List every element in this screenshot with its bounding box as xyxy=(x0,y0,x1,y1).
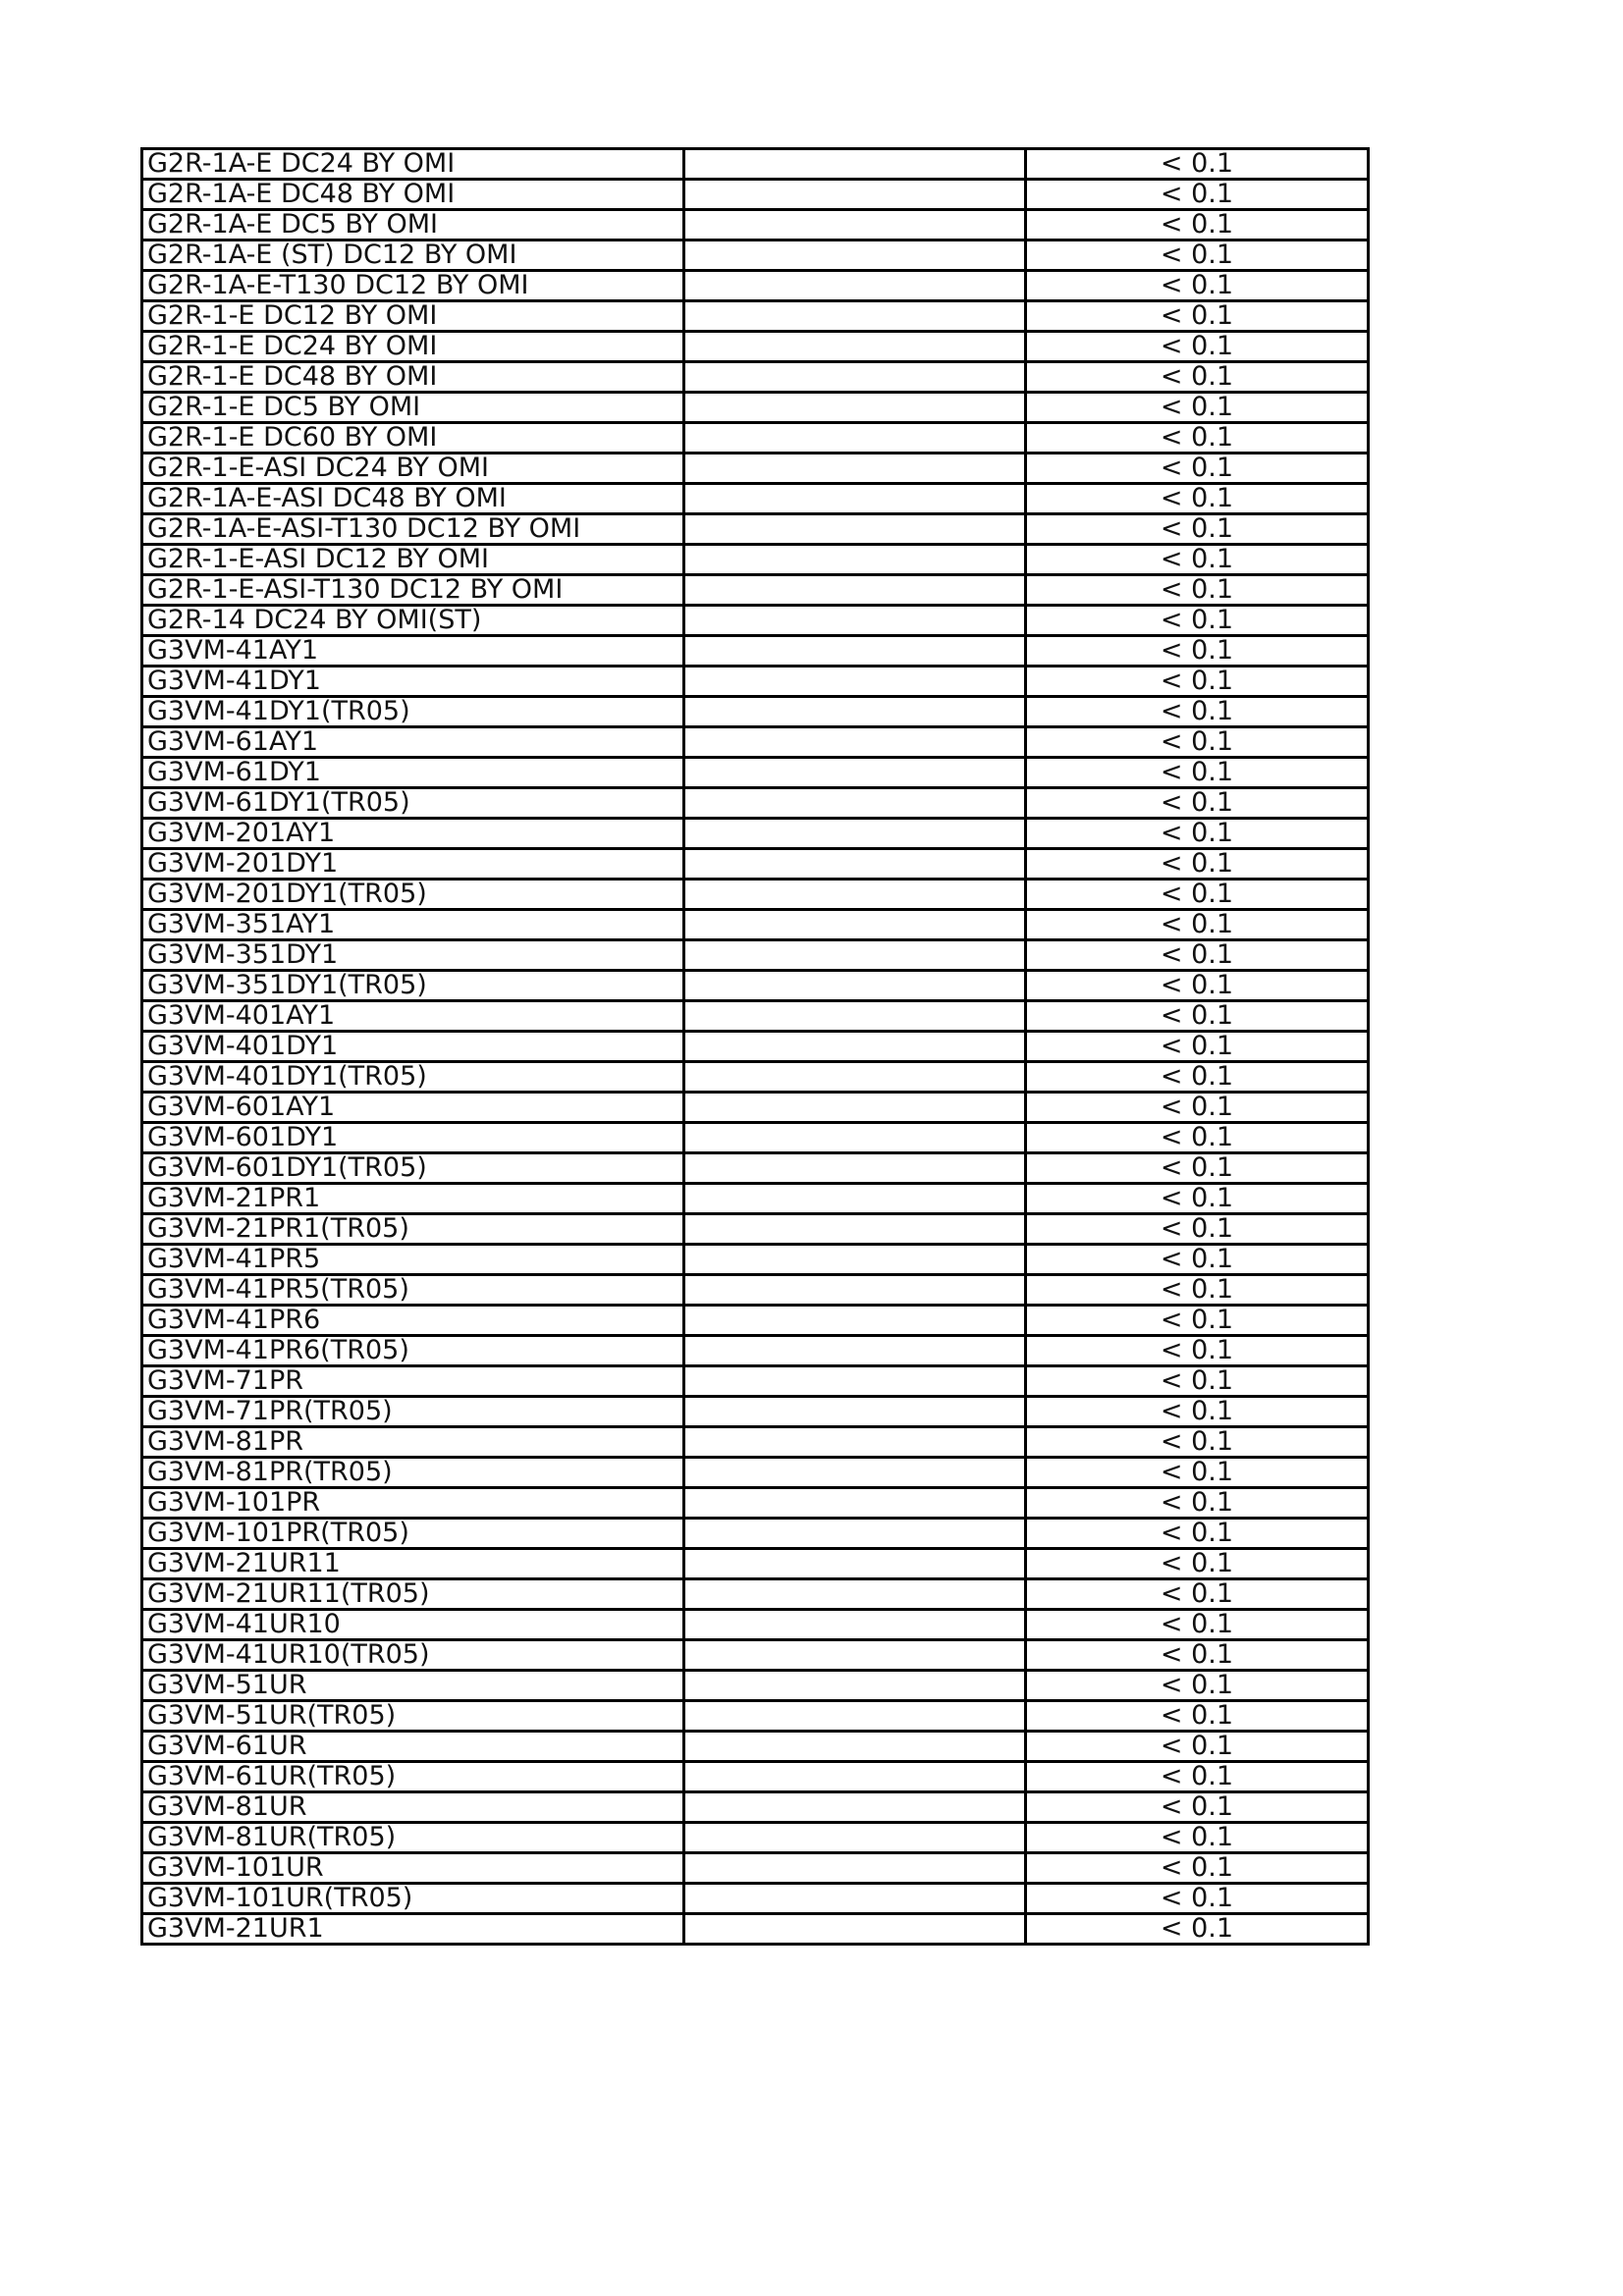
empty-cell xyxy=(684,758,1026,788)
empty-cell xyxy=(684,210,1026,240)
part-number-cell: G3VM-41UR10 xyxy=(142,1610,684,1640)
empty-cell xyxy=(684,1153,1026,1184)
empty-cell xyxy=(684,1488,1026,1519)
table-row xyxy=(142,1579,1369,1610)
empty-cell xyxy=(684,1032,1026,1062)
empty-cell xyxy=(684,697,1026,727)
value-cell: < 0.1 xyxy=(1026,1853,1369,1884)
empty-cell xyxy=(684,1579,1026,1610)
empty-cell xyxy=(684,940,1026,971)
value-cell: < 0.1 xyxy=(1026,1306,1369,1336)
table-row xyxy=(142,819,1369,849)
part-number-cell: G2R-1-E-ASI DC12 BY OMI xyxy=(142,545,684,575)
table-row xyxy=(142,1823,1369,1853)
empty-cell xyxy=(684,1823,1026,1853)
table-row xyxy=(142,910,1369,940)
table-row xyxy=(142,1336,1369,1366)
value-cell: < 0.1 xyxy=(1026,1062,1369,1093)
part-number-cell: G3VM-101PR xyxy=(142,1488,684,1519)
part-number-cell: G3VM-61UR xyxy=(142,1732,684,1762)
table-row xyxy=(142,1458,1369,1488)
table-row xyxy=(142,1732,1369,1762)
empty-cell xyxy=(684,1123,1026,1153)
table-row xyxy=(142,484,1369,514)
value-cell: < 0.1 xyxy=(1026,758,1369,788)
value-cell: < 0.1 xyxy=(1026,1914,1369,1945)
empty-cell xyxy=(684,1062,1026,1093)
table-row xyxy=(142,271,1369,301)
value-cell: < 0.1 xyxy=(1026,606,1369,636)
value-cell: < 0.1 xyxy=(1026,1093,1369,1123)
table-row xyxy=(142,1184,1369,1214)
value-cell: < 0.1 xyxy=(1026,545,1369,575)
value-cell: < 0.1 xyxy=(1026,910,1369,940)
value-cell: < 0.1 xyxy=(1026,1701,1369,1732)
table-row xyxy=(142,606,1369,636)
part-number-cell: G3VM-101PR(TR05) xyxy=(142,1519,684,1549)
empty-cell xyxy=(684,1093,1026,1123)
table-row xyxy=(142,514,1369,545)
empty-cell xyxy=(684,514,1026,545)
empty-cell xyxy=(684,1001,1026,1032)
empty-cell xyxy=(684,332,1026,362)
value-cell: < 0.1 xyxy=(1026,1001,1369,1032)
empty-cell xyxy=(684,880,1026,910)
part-number-cell: G3VM-401AY1 xyxy=(142,1001,684,1032)
empty-cell xyxy=(684,1519,1026,1549)
empty-cell xyxy=(684,1336,1026,1366)
part-number-cell: G3VM-201DY1(TR05) xyxy=(142,880,684,910)
value-cell: < 0.1 xyxy=(1026,636,1369,667)
table-row xyxy=(142,301,1369,332)
value-cell: < 0.1 xyxy=(1026,1366,1369,1397)
part-number-cell: G3VM-101UR xyxy=(142,1853,684,1884)
empty-cell xyxy=(684,1853,1026,1884)
value-cell: < 0.1 xyxy=(1026,727,1369,758)
value-cell: < 0.1 xyxy=(1026,971,1369,1001)
part-number-cell: G2R-1A-E-T130 DC12 BY OMI xyxy=(142,271,684,301)
value-cell: < 0.1 xyxy=(1026,667,1369,697)
empty-cell xyxy=(684,1214,1026,1245)
empty-cell xyxy=(684,180,1026,210)
empty-cell xyxy=(684,301,1026,332)
empty-cell xyxy=(684,1792,1026,1823)
part-number-cell: G3VM-21PR1 xyxy=(142,1184,684,1214)
table-row xyxy=(142,1306,1369,1336)
table-row xyxy=(142,1153,1369,1184)
part-number-cell: G3VM-401DY1(TR05) xyxy=(142,1062,684,1093)
part-number-cell: G3VM-351DY1 xyxy=(142,940,684,971)
empty-cell xyxy=(684,271,1026,301)
value-cell: < 0.1 xyxy=(1026,1275,1369,1306)
table-row xyxy=(142,788,1369,819)
empty-cell xyxy=(684,484,1026,514)
part-number-cell: G3VM-21UR11(TR05) xyxy=(142,1579,684,1610)
table-row xyxy=(142,1123,1369,1153)
part-number-cell: G3VM-61AY1 xyxy=(142,727,684,758)
table-row xyxy=(142,1032,1369,1062)
empty-cell xyxy=(684,1306,1026,1336)
table-row xyxy=(142,1366,1369,1397)
table-row xyxy=(142,1214,1369,1245)
empty-cell xyxy=(684,423,1026,454)
parts-table xyxy=(140,147,1370,1946)
part-number-cell: G2R-1-E-ASI DC24 BY OMI xyxy=(142,454,684,484)
part-number-cell: G3VM-81UR xyxy=(142,1792,684,1823)
part-number-cell: G3VM-41PR5 xyxy=(142,1245,684,1275)
part-number-cell: G3VM-61DY1(TR05) xyxy=(142,788,684,819)
value-cell: < 0.1 xyxy=(1026,149,1369,180)
value-cell: < 0.1 xyxy=(1026,575,1369,606)
empty-cell xyxy=(684,1184,1026,1214)
part-number-cell: G2R-1A-E DC48 BY OMI xyxy=(142,180,684,210)
part-number-cell: G3VM-81PR xyxy=(142,1427,684,1458)
table-row xyxy=(142,545,1369,575)
part-number-cell: G3VM-201DY1 xyxy=(142,849,684,880)
value-cell: < 0.1 xyxy=(1026,1732,1369,1762)
table-row xyxy=(142,149,1369,180)
empty-cell xyxy=(684,1671,1026,1701)
value-cell: < 0.1 xyxy=(1026,1884,1369,1914)
empty-cell xyxy=(684,1245,1026,1275)
empty-cell xyxy=(684,149,1026,180)
part-number-cell: G3VM-601AY1 xyxy=(142,1093,684,1123)
table-row xyxy=(142,1762,1369,1792)
value-cell: < 0.1 xyxy=(1026,362,1369,393)
value-cell: < 0.1 xyxy=(1026,301,1369,332)
part-number-cell: G3VM-51UR(TR05) xyxy=(142,1701,684,1732)
value-cell: < 0.1 xyxy=(1026,1184,1369,1214)
empty-cell xyxy=(684,1884,1026,1914)
empty-cell xyxy=(684,1640,1026,1671)
part-number-cell: G2R-1A-E-ASI-T130 DC12 BY OMI xyxy=(142,514,684,545)
part-number-cell: G3VM-601DY1(TR05) xyxy=(142,1153,684,1184)
table-row xyxy=(142,393,1369,423)
table-row xyxy=(142,697,1369,727)
parts-table-body xyxy=(142,149,1369,1945)
part-number-cell: G3VM-41UR10(TR05) xyxy=(142,1640,684,1671)
empty-cell xyxy=(684,575,1026,606)
part-number-cell: G3VM-81PR(TR05) xyxy=(142,1458,684,1488)
table-row xyxy=(142,1610,1369,1640)
value-cell: < 0.1 xyxy=(1026,1032,1369,1062)
value-cell: < 0.1 xyxy=(1026,1397,1369,1427)
table-row xyxy=(142,727,1369,758)
empty-cell xyxy=(684,1914,1026,1945)
table-row xyxy=(142,1275,1369,1306)
part-number-cell: G3VM-41PR6 xyxy=(142,1306,684,1336)
table-row xyxy=(142,667,1369,697)
empty-cell xyxy=(684,1701,1026,1732)
empty-cell xyxy=(684,1762,1026,1792)
part-number-cell: G3VM-21UR1 xyxy=(142,1914,684,1945)
table-row xyxy=(142,1853,1369,1884)
table-row xyxy=(142,849,1369,880)
empty-cell xyxy=(684,727,1026,758)
part-number-cell: G3VM-401DY1 xyxy=(142,1032,684,1062)
table-row xyxy=(142,1701,1369,1732)
value-cell: < 0.1 xyxy=(1026,393,1369,423)
table-row xyxy=(142,332,1369,362)
table-row xyxy=(142,1427,1369,1458)
table-row xyxy=(142,423,1369,454)
value-cell: < 0.1 xyxy=(1026,819,1369,849)
value-cell: < 0.1 xyxy=(1026,484,1369,514)
empty-cell xyxy=(684,1275,1026,1306)
empty-cell xyxy=(684,1397,1026,1427)
value-cell: < 0.1 xyxy=(1026,332,1369,362)
part-number-cell: G2R-1A-E DC24 BY OMI xyxy=(142,149,684,180)
empty-cell xyxy=(684,788,1026,819)
empty-cell xyxy=(684,1732,1026,1762)
part-number-cell: G3VM-81UR(TR05) xyxy=(142,1823,684,1853)
empty-cell xyxy=(684,636,1026,667)
table-row xyxy=(142,1884,1369,1914)
part-number-cell: G2R-1-E DC48 BY OMI xyxy=(142,362,684,393)
empty-cell xyxy=(684,240,1026,271)
value-cell: < 0.1 xyxy=(1026,454,1369,484)
value-cell: < 0.1 xyxy=(1026,1792,1369,1823)
table-row xyxy=(142,1914,1369,1945)
empty-cell xyxy=(684,545,1026,575)
value-cell: < 0.1 xyxy=(1026,180,1369,210)
table-row xyxy=(142,362,1369,393)
table-row xyxy=(142,1397,1369,1427)
value-cell: < 0.1 xyxy=(1026,1153,1369,1184)
part-number-cell: G3VM-21PR1(TR05) xyxy=(142,1214,684,1245)
part-number-cell: G3VM-51UR xyxy=(142,1671,684,1701)
part-number-cell: G3VM-41PR6(TR05) xyxy=(142,1336,684,1366)
empty-cell xyxy=(684,667,1026,697)
table-row xyxy=(142,1093,1369,1123)
value-cell: < 0.1 xyxy=(1026,271,1369,301)
part-number-cell: G2R-1-E DC24 BY OMI xyxy=(142,332,684,362)
part-number-cell: G3VM-21UR11 xyxy=(142,1549,684,1579)
empty-cell xyxy=(684,454,1026,484)
part-number-cell: G2R-1A-E DC5 BY OMI xyxy=(142,210,684,240)
table-row xyxy=(142,971,1369,1001)
table-row xyxy=(142,575,1369,606)
value-cell: < 0.1 xyxy=(1026,1610,1369,1640)
empty-cell xyxy=(684,849,1026,880)
table-row xyxy=(142,758,1369,788)
part-number-cell: G2R-1A-E-ASI DC48 BY OMI xyxy=(142,484,684,514)
part-number-cell: G3VM-601DY1 xyxy=(142,1123,684,1153)
part-number-cell: G3VM-101UR(TR05) xyxy=(142,1884,684,1914)
value-cell: < 0.1 xyxy=(1026,1427,1369,1458)
value-cell: < 0.1 xyxy=(1026,788,1369,819)
table-row xyxy=(142,180,1369,210)
value-cell: < 0.1 xyxy=(1026,940,1369,971)
table-row xyxy=(142,1519,1369,1549)
value-cell: < 0.1 xyxy=(1026,423,1369,454)
value-cell: < 0.1 xyxy=(1026,514,1369,545)
table-row xyxy=(142,240,1369,271)
part-number-cell: G2R-1-E-ASI-T130 DC12 BY OMI xyxy=(142,575,684,606)
table-row xyxy=(142,1671,1369,1701)
value-cell: < 0.1 xyxy=(1026,1762,1369,1792)
value-cell: < 0.1 xyxy=(1026,1458,1369,1488)
empty-cell xyxy=(684,910,1026,940)
part-number-cell: G3VM-201AY1 xyxy=(142,819,684,849)
table-row xyxy=(142,454,1369,484)
table-row xyxy=(142,940,1369,971)
value-cell: < 0.1 xyxy=(1026,1579,1369,1610)
value-cell: < 0.1 xyxy=(1026,1123,1369,1153)
part-number-cell: G3VM-71PR xyxy=(142,1366,684,1397)
value-cell: < 0.1 xyxy=(1026,1245,1369,1275)
table-row xyxy=(142,880,1369,910)
table-row xyxy=(142,636,1369,667)
value-cell: < 0.1 xyxy=(1026,210,1369,240)
part-number-cell: G3VM-351AY1 xyxy=(142,910,684,940)
value-cell: < 0.1 xyxy=(1026,849,1369,880)
part-number-cell: G2R-1A-E (ST) DC12 BY OMI xyxy=(142,240,684,271)
empty-cell xyxy=(684,819,1026,849)
empty-cell xyxy=(684,393,1026,423)
value-cell: < 0.1 xyxy=(1026,1549,1369,1579)
part-number-cell: G2R-1-E DC5 BY OMI xyxy=(142,393,684,423)
empty-cell xyxy=(684,1427,1026,1458)
empty-cell xyxy=(684,1366,1026,1397)
part-number-cell: G2R-14 DC24 BY OMI(ST) xyxy=(142,606,684,636)
part-number-cell: G3VM-61UR(TR05) xyxy=(142,1762,684,1792)
part-number-cell: G2R-1-E DC12 BY OMI xyxy=(142,301,684,332)
value-cell: < 0.1 xyxy=(1026,880,1369,910)
table-row xyxy=(142,1001,1369,1032)
table-row xyxy=(142,1640,1369,1671)
empty-cell xyxy=(684,971,1026,1001)
table-row xyxy=(142,1062,1369,1093)
value-cell: < 0.1 xyxy=(1026,1519,1369,1549)
table-row xyxy=(142,1245,1369,1275)
empty-cell xyxy=(684,1458,1026,1488)
part-number-cell: G3VM-71PR(TR05) xyxy=(142,1397,684,1427)
table-row xyxy=(142,1488,1369,1519)
value-cell: < 0.1 xyxy=(1026,1823,1369,1853)
value-cell: < 0.1 xyxy=(1026,1488,1369,1519)
table-row xyxy=(142,210,1369,240)
value-cell: < 0.1 xyxy=(1026,1640,1369,1671)
value-cell: < 0.1 xyxy=(1026,1671,1369,1701)
part-number-cell: G3VM-351DY1(TR05) xyxy=(142,971,684,1001)
value-cell: < 0.1 xyxy=(1026,1336,1369,1366)
empty-cell xyxy=(684,1610,1026,1640)
part-number-cell: G3VM-61DY1 xyxy=(142,758,684,788)
part-number-cell: G3VM-41PR5(TR05) xyxy=(142,1275,684,1306)
part-number-cell: G2R-1-E DC60 BY OMI xyxy=(142,423,684,454)
empty-cell xyxy=(684,362,1026,393)
value-cell: < 0.1 xyxy=(1026,697,1369,727)
empty-cell xyxy=(684,606,1026,636)
empty-cell xyxy=(684,1549,1026,1579)
table-row xyxy=(142,1792,1369,1823)
value-cell: < 0.1 xyxy=(1026,1214,1369,1245)
value-cell: < 0.1 xyxy=(1026,240,1369,271)
part-number-cell: G3VM-41DY1(TR05) xyxy=(142,697,684,727)
part-number-cell: G3VM-41AY1 xyxy=(142,636,684,667)
part-number-cell: G3VM-41DY1 xyxy=(142,667,684,697)
table-row xyxy=(142,1549,1369,1579)
